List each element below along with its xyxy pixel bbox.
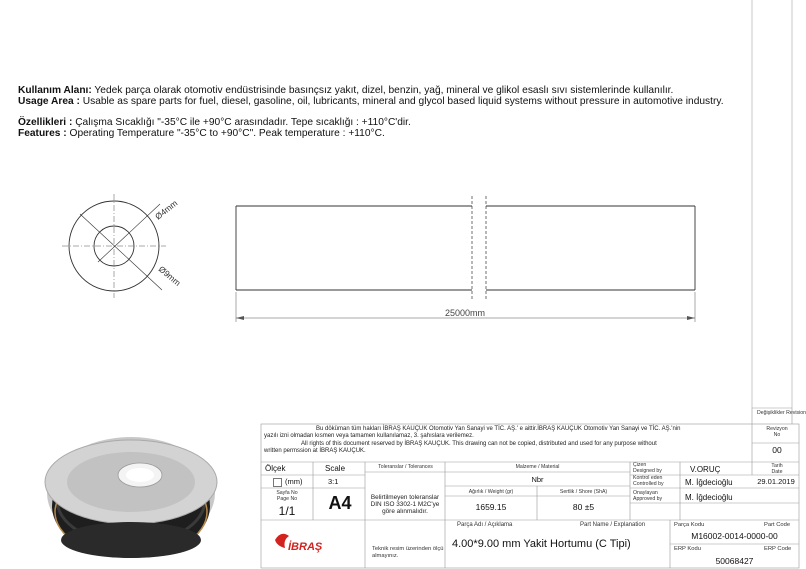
part-code-label-en: Part Code bbox=[764, 522, 791, 528]
copyright-tr: Bu döküman tüm hakları İBRAŞ KAUÇUK Otomotiv Yan Sanayi ve TİC. AŞ.' e aittir.İBRAŞ KAUÇUK Otomotiv Yan Sanayi ve TİC. AŞ.'nin bbox=[316, 426, 681, 432]
features-en-label: Features : bbox=[18, 128, 67, 139]
page-no-label: Sayfa No Page No bbox=[276, 490, 298, 502]
measurement-note: Teknik resim üzerinden ölçü almayınız. bbox=[372, 546, 444, 559]
tolerances-text: Belirtilmeyen toleranslar DIN ISO 3302-1 M2C'ye göre alınmalıdır. bbox=[370, 494, 440, 515]
tolerances-label: Toleranslar / Tolerances bbox=[378, 464, 433, 470]
weight-label: Ağırlık / Weight (gr) bbox=[468, 489, 514, 495]
revision-no-label: Revizyon No bbox=[766, 426, 788, 438]
part-name-label-en: Part Name / Explanation bbox=[580, 522, 646, 528]
erp-code-label: ERP Kodu bbox=[674, 546, 701, 552]
part-code: M16002-0014-0000-00 bbox=[691, 531, 778, 541]
date-label: Tarih Date bbox=[771, 463, 783, 475]
logo-wordmark: İBRAŞ bbox=[288, 541, 323, 553]
material-label: Malzeme / Material bbox=[515, 464, 560, 470]
part-code-label: Parça Kodu bbox=[674, 522, 705, 528]
features-en-text: Operating Temperature "-35°C to +90°C". Peak temperature : +110°C. bbox=[66, 128, 385, 139]
controlled-by: M. İğdecioğlu bbox=[685, 478, 733, 487]
copyright-en-2: written permssion at İBRAŞ KAUÇUK. bbox=[264, 448, 366, 454]
revision-no: 00 bbox=[772, 445, 782, 455]
features-tr-text: Çalışma Sıcaklığı "-35°C ile +90°C arasındadır. Tepe sıcaklığı : +110°C'dir. bbox=[72, 117, 411, 128]
cross-section-view bbox=[62, 194, 183, 298]
page-no: 1/1 bbox=[278, 504, 296, 518]
part-name: 4.00*9.00 mm Yakit Hortumu (C Tipi) bbox=[452, 538, 631, 550]
unit-checkbox bbox=[273, 478, 282, 487]
side-view bbox=[236, 196, 695, 322]
designed-by-label: Çizen Designed by bbox=[633, 462, 662, 474]
approved-by-label: Onaylayan Approved by bbox=[633, 490, 663, 502]
controlled-by-label: Kontrol eden Controlled by bbox=[633, 475, 664, 487]
inner-diameter-label: Ø4mm bbox=[153, 197, 180, 222]
product-photo bbox=[45, 437, 217, 558]
company-logo bbox=[275, 534, 323, 553]
erp-code-label-en: ERP Code bbox=[764, 546, 792, 552]
usage-tr-label: Kullanım Alanı: bbox=[18, 85, 92, 96]
weight-value: 1659.15 bbox=[475, 502, 507, 512]
hardness-value: 80 ±5 bbox=[572, 502, 595, 512]
part-name-label: Parça Adı / Açıklama bbox=[457, 522, 513, 528]
hardness-label: Sertlik / Shore (ShA) bbox=[559, 489, 608, 495]
scale-label-tr: Ölçek bbox=[265, 464, 286, 473]
length-label: 25000mm bbox=[444, 308, 486, 318]
material-value: Nbr bbox=[531, 475, 544, 484]
revisions-header: Değişiklikler Revision bbox=[757, 410, 806, 416]
scale-value: 3:1 bbox=[328, 477, 339, 486]
scale-label-en: Scale bbox=[325, 464, 346, 473]
copyright-tr-2: yazılı izni olmadan kısmen veya tamamen kullanılamaz, 3. şahıslara verilemez. bbox=[264, 433, 474, 439]
usage-en-text: Usable as spare parts for fuel, diesel, gasoline, oil, lubricants, mineral and glycol based liquid systems without pressure in automotive industry. bbox=[79, 96, 724, 107]
approved-by: M. İğdecioğlu bbox=[685, 493, 733, 502]
erp-code: 50068427 bbox=[715, 556, 754, 566]
leader-inner bbox=[98, 204, 160, 262]
features-tr-label: Özellikleri : bbox=[18, 117, 73, 128]
copyright-en: All rights of this document reserved by İBRAŞ KAUÇUK. This drawing can not be copied, distributed and used for any purpose without bbox=[301, 441, 657, 447]
paper-size: A4 bbox=[328, 493, 352, 513]
outer-diameter-label: Ø9mm bbox=[156, 263, 183, 288]
usage-en-label: Usage Area : bbox=[18, 96, 80, 107]
unit-label: (mm) bbox=[285, 477, 303, 486]
date-value: 29.01.2019 bbox=[757, 477, 795, 486]
leader-outer bbox=[80, 214, 162, 290]
designed-by: V.ORUÇ bbox=[690, 465, 721, 474]
usage-tr-text: Yedek parça olarak otomotiv endüstrisinde basınçsız yakıt, dizel, benzin, yağ, mineral ve glikol esaslı sıvı sistemlerinde kullanılır. bbox=[91, 85, 674, 96]
